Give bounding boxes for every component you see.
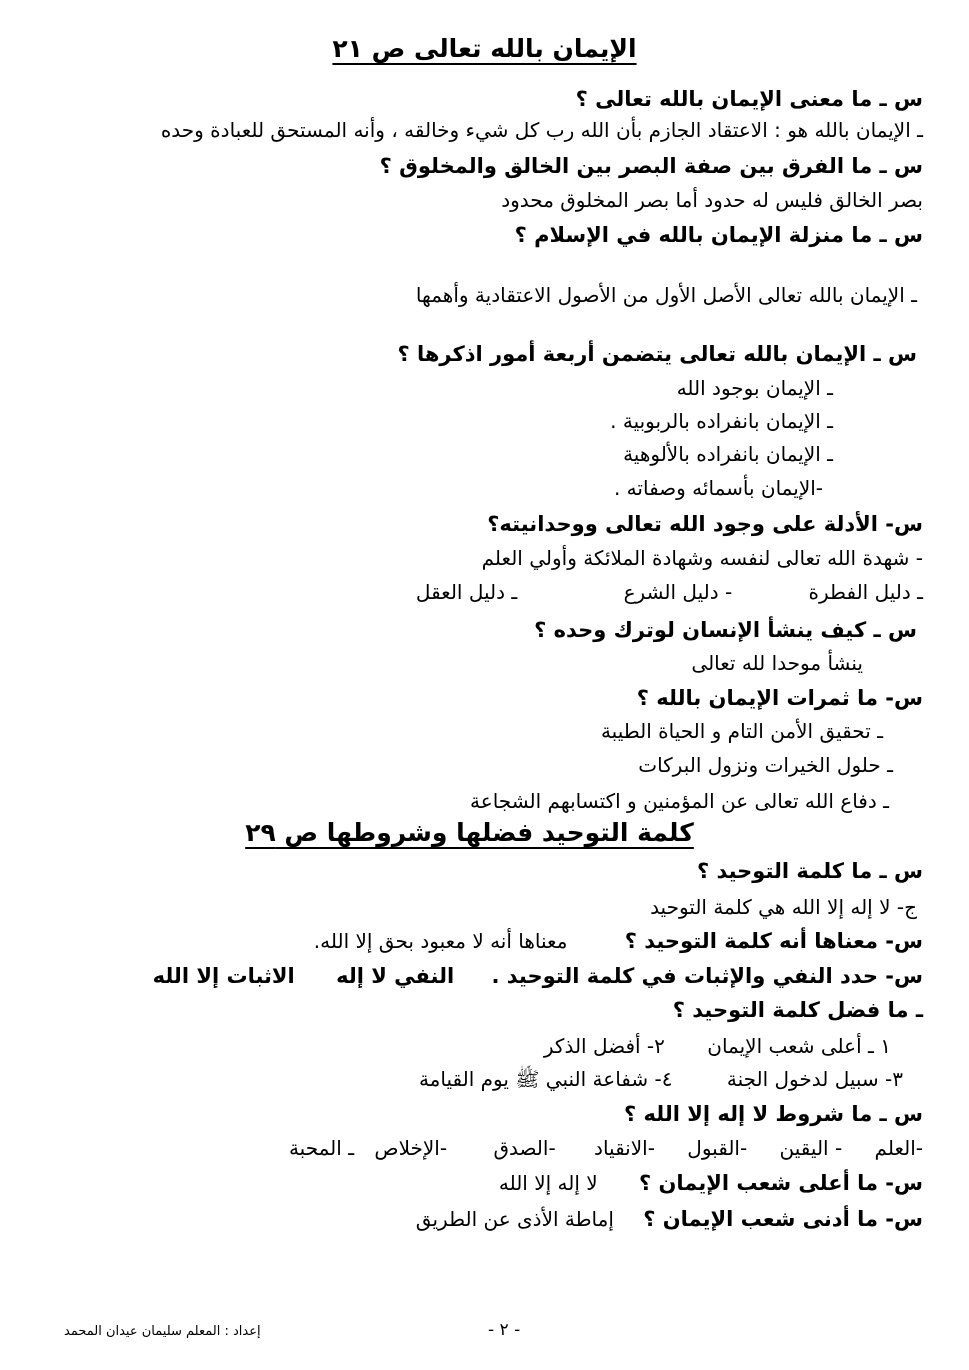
answer-tawheed-meaning: معناها أنه لا معبود بحق إلا الله.	[313, 929, 568, 953]
answer-fruits-1: ـ تحقيق الأمن التام و الحياة الطيبة	[600, 719, 883, 743]
question-highest-branch-text: س- ما أعلى شعب الإيمان ؟	[638, 1171, 923, 1195]
footer-author: إعداد : المعلم سليمان عيدان المحمد	[64, 1324, 261, 1339]
answer-tawheed-word: ج- لا إله إلا الله هي كلمة التوحيد	[650, 895, 917, 919]
question-tawheed-word: س ـ ما كلمة التوحيد ؟	[696, 859, 923, 883]
question-fruits: س- ما ثمرات الإيمان بالله ؟	[636, 686, 923, 710]
evidence-aql: ـ دليل العقل	[415, 580, 518, 604]
answer-sight-difference: بصر الخالق فليس له حدود أما بصر المخلوق محدود	[501, 188, 923, 212]
question-conditions: س ـ ما شروط لا إله إلا الله ؟	[624, 1102, 923, 1126]
answer-four-matters-1: ـ الإيمان بوجود الله	[676, 376, 833, 400]
condition-submission: -الانقياد	[594, 1136, 655, 1160]
answer-fruits-3: ـ دفاع الله تعالى عن المؤمنين و اكتسابهم الشجاعة	[470, 789, 889, 813]
answer-upbringing: ينشأ موحدا لله تعالى	[691, 651, 863, 675]
virtue-2: ٢- أفضل الذكر	[543, 1034, 665, 1058]
section-title-tawheed: كلمة التوحيد فضلها وشروطها ص ٢٩	[245, 818, 694, 847]
footer-page-number: - ٢ -	[488, 1320, 521, 1340]
answer-meaning: ـ الإيمان بالله هو : الاعتقاد الجازم بأن الله رب كل شيء وخالقه ، وأنه المستحق للعبادة وحده	[160, 118, 923, 142]
question-tawheed-meaning-text: س- معناها أنه كلمة التوحيد ؟	[624, 929, 923, 953]
answer-four-matters-2: ـ الإيمان بانفراده بالربوبية .	[610, 409, 833, 433]
virtue-1: ١ ـ أعلى شعب الإيمان	[707, 1034, 891, 1058]
virtue-4: ٤- شفاعة النبي ﷺ يوم القيامة	[418, 1067, 673, 1091]
answer-lowest-branch: إماطة الأذى عن الطريق	[415, 1207, 614, 1231]
evidence-fitrah: ـ دليل الفطرة	[808, 580, 923, 604]
answer-evidence-proofs	[40, 577, 923, 607]
answer-conditions	[40, 1133, 923, 1163]
condition-knowledge: -العلم	[874, 1136, 923, 1160]
question-virtue: ـ ما فضل كلمة التوحيد ؟	[672, 998, 923, 1022]
answer-four-matters-3: ـ الإيمان بانفراده بالألوهية	[623, 442, 833, 466]
answer-four-matters-4: -الإيمان بأسمائه وصفاته .	[613, 476, 823, 500]
question-negation-affirmation	[40, 961, 923, 991]
answer-negation: النفي لا إله	[336, 964, 455, 988]
question-lowest-branch	[40, 1204, 923, 1234]
condition-acceptance: -القبول	[687, 1136, 748, 1160]
condition-love: ـ المحبة	[288, 1136, 355, 1160]
question-tawheed-meaning	[40, 926, 923, 956]
condition-certainty: - اليقين	[779, 1136, 843, 1160]
condition-truthfulness: -الصدق	[493, 1136, 556, 1160]
answer-highest-branch: لا إله إلا الله	[498, 1171, 598, 1195]
question-lowest-branch-text: س- ما أدنى شعب الإيمان ؟	[643, 1207, 923, 1231]
question-status: س ـ ما منزلة الإيمان بالله في الإسلام ؟	[514, 223, 923, 247]
question-upbringing: س ـ كيف ينشأ الإنسان لوترك وحده ؟	[534, 618, 917, 642]
answer-virtue-row1	[40, 1031, 891, 1061]
condition-sincerity: -الإخلاص	[374, 1136, 448, 1160]
answer-fruits-2: ـ حلول الخيرات ونزول البركات	[638, 753, 893, 777]
question-highest-branch	[40, 1168, 923, 1198]
question-four-matters: س ـ الإيمان بالله تعالى يتضمن أربعة أمور اذكرها ؟	[397, 342, 917, 366]
virtue-3: ٣- سبيل لدخول الجنة	[726, 1067, 903, 1091]
evidence-shar: - دليل الشرع	[623, 580, 733, 604]
answer-affirmation: الاثبات إلا الله	[152, 964, 295, 988]
answer-evidence-testimony: - شهدة الله تعالى لنفسه وشهادة الملائكة وأولي العلم	[481, 546, 923, 570]
answer-virtue-row2	[40, 1064, 903, 1094]
answer-status: ـ الإيمان بالله تعالى الأصل الأول من الأصول الاعتقادية وأهمها	[415, 283, 917, 307]
question-meaning: س ـ ما معنى الإيمان بالله تعالى ؟	[575, 87, 923, 111]
question-evidence: س- الأدلة على وجود الله تعالى ووحدانيته؟	[487, 512, 923, 536]
question-negation-affirmation-text: س- حدد النفي والإثبات في كلمة التوحيد .	[491, 964, 923, 988]
section-title-iman: الإيمان بالله تعالى ص ٢١	[332, 34, 637, 63]
question-sight-difference: س ـ ما الفرق بين صفة البصر بين الخالق والمخلوق ؟	[379, 154, 923, 178]
